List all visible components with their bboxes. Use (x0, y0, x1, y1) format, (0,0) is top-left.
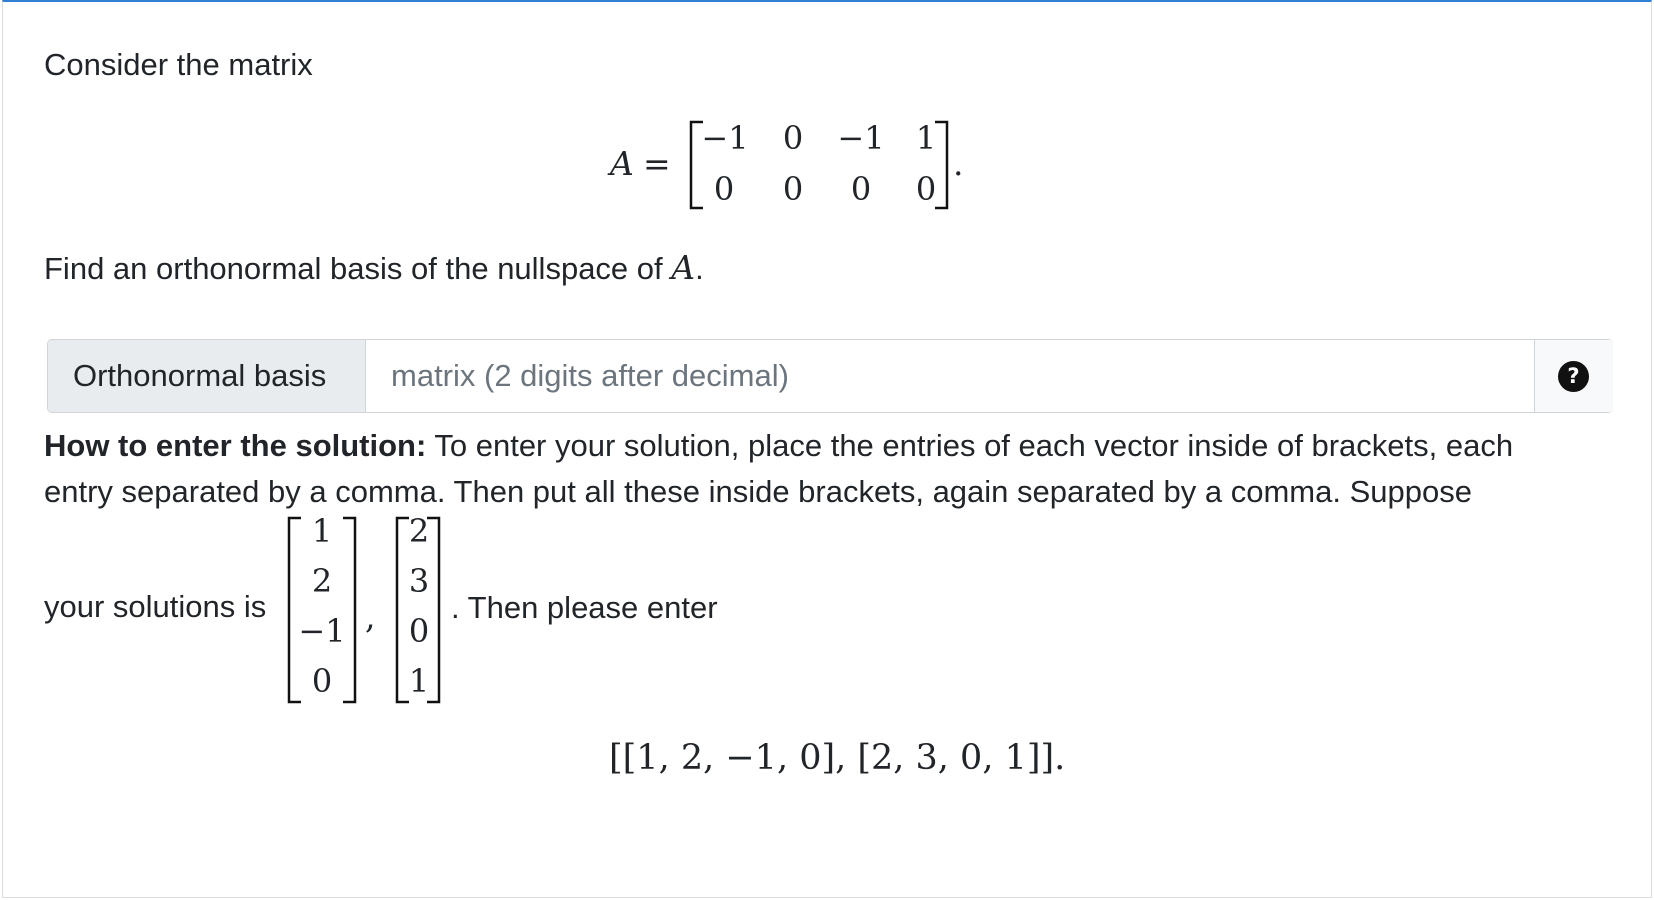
instructions-lead: your solutions is (44, 589, 267, 624)
matrix-terminator: . (953, 144, 964, 183)
matrix-cell: 0 (850, 170, 872, 208)
example-answer: [[1, 2, −1, 0], [2, 3, 0, 1]]. (609, 738, 1066, 778)
vector1-entry: 0 (311, 662, 333, 700)
help-button[interactable] (1534, 340, 1613, 412)
orthonormal-basis-label: Orthonormal basis (48, 340, 366, 412)
orthonormal-basis-input[interactable] (366, 340, 1534, 412)
task-text (44, 248, 704, 287)
vector-separator-comma: , (365, 597, 376, 636)
vector1-entry: 1 (311, 512, 333, 550)
vector1-entry: −1 (298, 612, 346, 650)
answer-input-group (47, 339, 1613, 413)
instructions-text-1: To enter your solution, place the entries of each vector inside of brackets, each (426, 428, 1514, 463)
instructions-line-2: entry separated by a comma. Then put all these inside brackets, again separated by a comma. Suppose (44, 474, 1472, 509)
matrix-cell: 0 (713, 170, 735, 208)
task-symbol: A (671, 248, 696, 287)
question-card (2, 0, 1652, 898)
instructions-tail: . Then please enter (451, 590, 718, 625)
matrix-cell: −1 (701, 119, 749, 157)
matrix-cell: −1 (837, 119, 885, 157)
matrix-symbol: A (610, 144, 634, 183)
question-circle-icon: ? (1558, 361, 1589, 392)
task-suffix: . (695, 251, 704, 286)
instructions-heading: How to enter the solution: (44, 428, 427, 463)
equals-sign: = (643, 144, 671, 183)
matrix-cell: 0 (915, 170, 937, 208)
intro-text: Consider the matrix (44, 47, 313, 82)
vector2-entry: 0 (408, 612, 430, 650)
vector2-entry: 1 (408, 662, 430, 700)
task-text-prefix: Find an orthonormal basis of the nullspace of (44, 251, 663, 286)
matrix-cell: 0 (782, 170, 804, 208)
matrix-cell: 0 (782, 119, 804, 157)
vector1-entry: 2 (311, 562, 333, 600)
instructions-line-1 (44, 430, 1513, 461)
vector2-entry: 2 (408, 512, 430, 550)
vector2-entry: 3 (408, 562, 430, 600)
matrix-cell: 1 (915, 119, 937, 157)
